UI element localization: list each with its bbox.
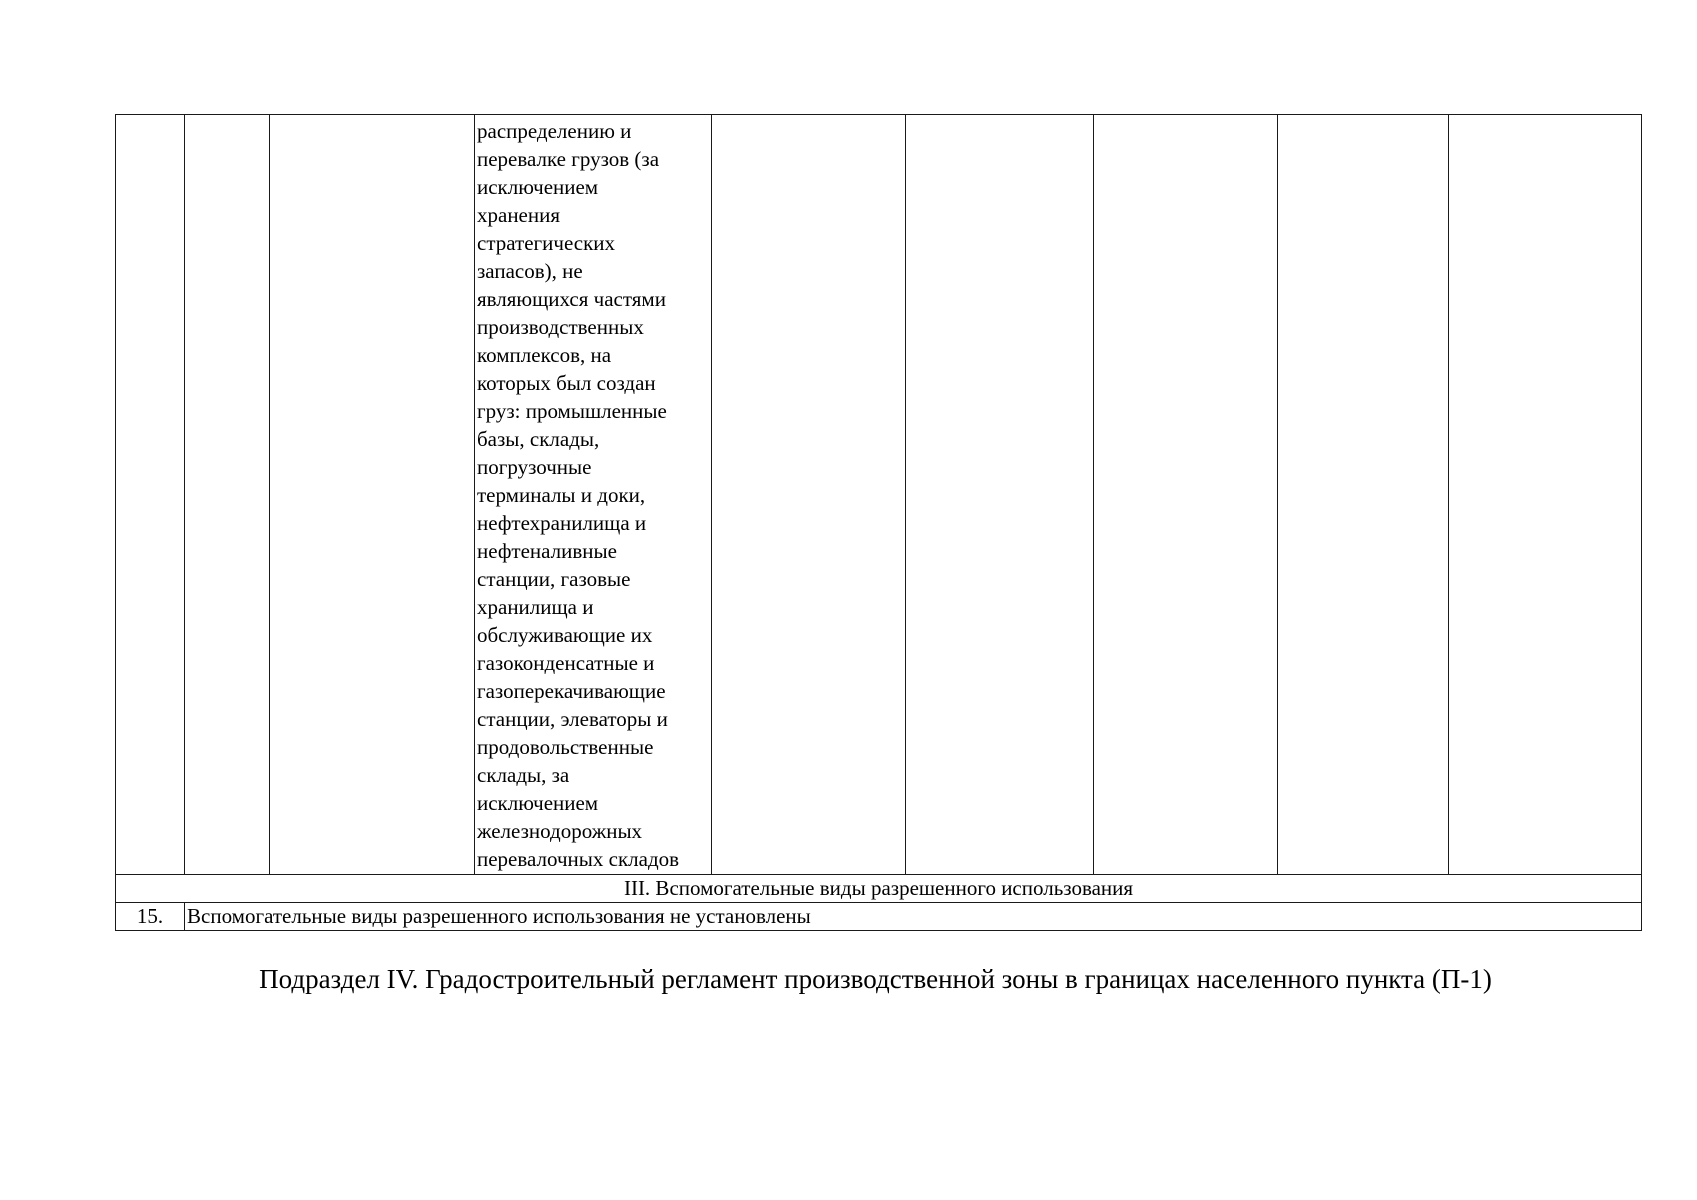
description-line: являющихся частями (477, 287, 666, 311)
description-line: стратегических (477, 231, 616, 255)
description-line: производственных (477, 315, 644, 339)
description-line: продовольственные (477, 735, 654, 759)
item-number: 15. (116, 903, 185, 931)
description-line: груз: промышленные (477, 399, 667, 423)
section-heading: III. Вспомогательные виды разрешенного использования (116, 875, 1642, 903)
description-line: станции, элеваторы и (477, 707, 668, 731)
description-line: газоперекачивающие (477, 679, 666, 703)
description-line: исключением (477, 175, 599, 199)
table-cell-empty (712, 115, 906, 875)
description-line: которых был создан (477, 371, 656, 395)
description-line: погрузочные (477, 455, 592, 479)
table-row-item (116, 903, 1642, 931)
description-line: нефтеналивные (477, 539, 617, 563)
table-cell-empty (270, 115, 475, 875)
description-line: станции, газовые (477, 567, 631, 591)
description-line: хранилища и (477, 595, 594, 619)
table-cell-use-description (475, 115, 712, 875)
table-cell-empty (906, 115, 1094, 875)
table-row-section-heading (116, 875, 1642, 903)
description-line: распределению и (477, 119, 632, 143)
description-line: хранения (477, 203, 561, 227)
item-text: Вспомогательные виды разрешенного использования не установлены (185, 903, 1642, 931)
regulation-table (115, 114, 1642, 931)
description-line: перевалке грузов (за (477, 147, 660, 171)
description-line: базы, склады, (477, 427, 600, 451)
description-line: терминалы и доки, (477, 483, 646, 507)
table-cell-empty (1278, 115, 1449, 875)
description-line: комплексов, на (477, 343, 612, 367)
table-cell-empty (1449, 115, 1642, 875)
table-row-continued (116, 115, 1642, 875)
description-line: нефтехранилища и (477, 511, 647, 535)
description-line: газоконденсатные и (477, 651, 655, 675)
description-line: запасов), не (477, 259, 583, 283)
description-line: исключением (477, 791, 599, 815)
description-line: склады, за (477, 763, 570, 787)
subsection-title: Подраздел IV. Градостроительный регламент производственной зоны в границах населенного пункта (П-1) (259, 964, 1492, 994)
table-cell-empty (1094, 115, 1278, 875)
description-line: обслуживающие их (477, 623, 653, 647)
description-line: перевалочных складов (477, 847, 680, 871)
table-cell-empty (116, 115, 185, 875)
table-cell-empty (185, 115, 270, 875)
description-line: железнодорожных (477, 819, 643, 843)
